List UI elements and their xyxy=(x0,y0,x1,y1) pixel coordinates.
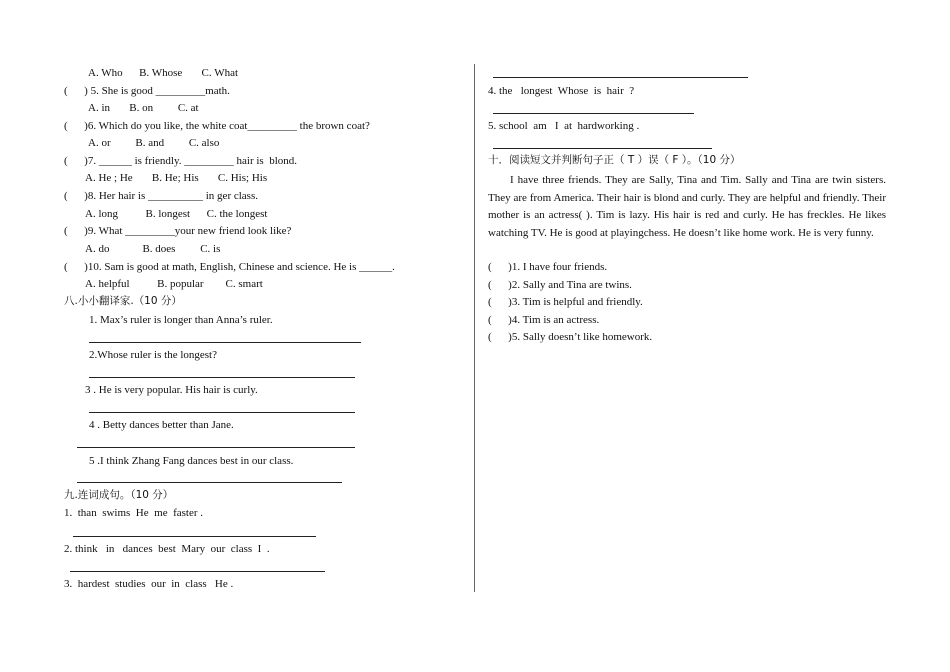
section-10-title: 十．阅读短文并判断句子正（ T ）误（ F ）。（10 分） xyxy=(488,154,741,166)
answer-line[interactable] xyxy=(73,536,316,537)
question-6: ( )6. Which do you like, the white coat_________ the brown coat? xyxy=(64,120,370,132)
translate-item-3: 3 . He is very popular. His hair is curly. xyxy=(85,384,258,396)
q9-options: A. do B. does C. is xyxy=(85,243,221,255)
answer-line[interactable] xyxy=(89,342,361,343)
judgment-4: ( )4. Tim is an actress. xyxy=(488,314,600,326)
column-divider xyxy=(474,64,475,592)
translate-item-1: 1. Max’s ruler is longer than Anna’s ruler. xyxy=(89,314,273,326)
answer-line[interactable] xyxy=(77,447,355,448)
q10-options: A. helpful B. popular C. smart xyxy=(85,278,263,290)
answer-line[interactable] xyxy=(493,113,694,114)
question-8: ( )8. Her hair is __________ in ger class. xyxy=(64,190,258,202)
judgment-3: ( )3. Tim is helpful and friendly. xyxy=(488,296,643,308)
reading-passage: I have three friends. They are Sally, Tina and Tim. Sally and Tina are twin sisters. They are from America. Their hair is blond and curly. They are helpful and friendly. Their mother is an actress( ). Tim is lazy. His hair is red and curly. He has freckles. He likes watching TV. He is good at playingchess. He doesn’t like home work. He is very funny. xyxy=(488,174,886,239)
reorder-item-2: 2. think in dances best Mary our class I . xyxy=(64,543,270,555)
question-10: ( )10. Sam is good at math, English, Chinese and science. He is ______. xyxy=(64,261,395,273)
judgment-1: ( )1. I have four friends. xyxy=(488,261,608,273)
reorder-item-4: 4. the longest Whose is hair ? xyxy=(488,85,635,97)
question-9: ( )9. What _________your new friend look like? xyxy=(64,225,292,237)
answer-line[interactable] xyxy=(493,77,748,78)
q6-options: A. or B. and C. also xyxy=(88,137,220,149)
q7-options: A. He ; He B. He; His C. His; His xyxy=(85,172,268,184)
q5-options: A. in B. on C. at xyxy=(88,102,199,114)
translate-item-5: 5 .I think Zhang Fang dances best in our class. xyxy=(89,455,294,467)
translate-item-4: 4 . Betty dances better than Jane. xyxy=(89,419,234,431)
judgment-5: ( )5. Sally doesn’t like homework. xyxy=(488,331,653,343)
section-9-title: 九.连词成句。（10 分） xyxy=(64,489,174,501)
question-7: ( )7. ______ is friendly. _________ hair is blond. xyxy=(64,155,298,167)
answer-line[interactable] xyxy=(77,482,342,483)
reorder-item-5: 5. school am I at hardworking . xyxy=(488,120,640,132)
answer-line[interactable] xyxy=(89,412,355,413)
q8-options: A. long B. longest C. the longest xyxy=(85,208,268,220)
answer-line[interactable] xyxy=(493,148,712,149)
translate-item-2: 2.Whose ruler is the longest? xyxy=(89,349,217,361)
q4-options: A. Who B. Whose C. What xyxy=(88,67,239,79)
section-8-title: 八.小小翻译家.（10 分） xyxy=(64,295,182,307)
answer-line[interactable] xyxy=(70,571,325,572)
answer-line[interactable] xyxy=(89,377,355,378)
judgment-2: ( )2. Sally and Tina are twins. xyxy=(488,279,632,291)
reorder-item-1: 1. than swims He me faster . xyxy=(64,507,203,519)
question-5: ( ) 5. She is good _________math. xyxy=(64,85,230,97)
reorder-item-3: 3. hardest studies our in class He . xyxy=(64,578,234,590)
